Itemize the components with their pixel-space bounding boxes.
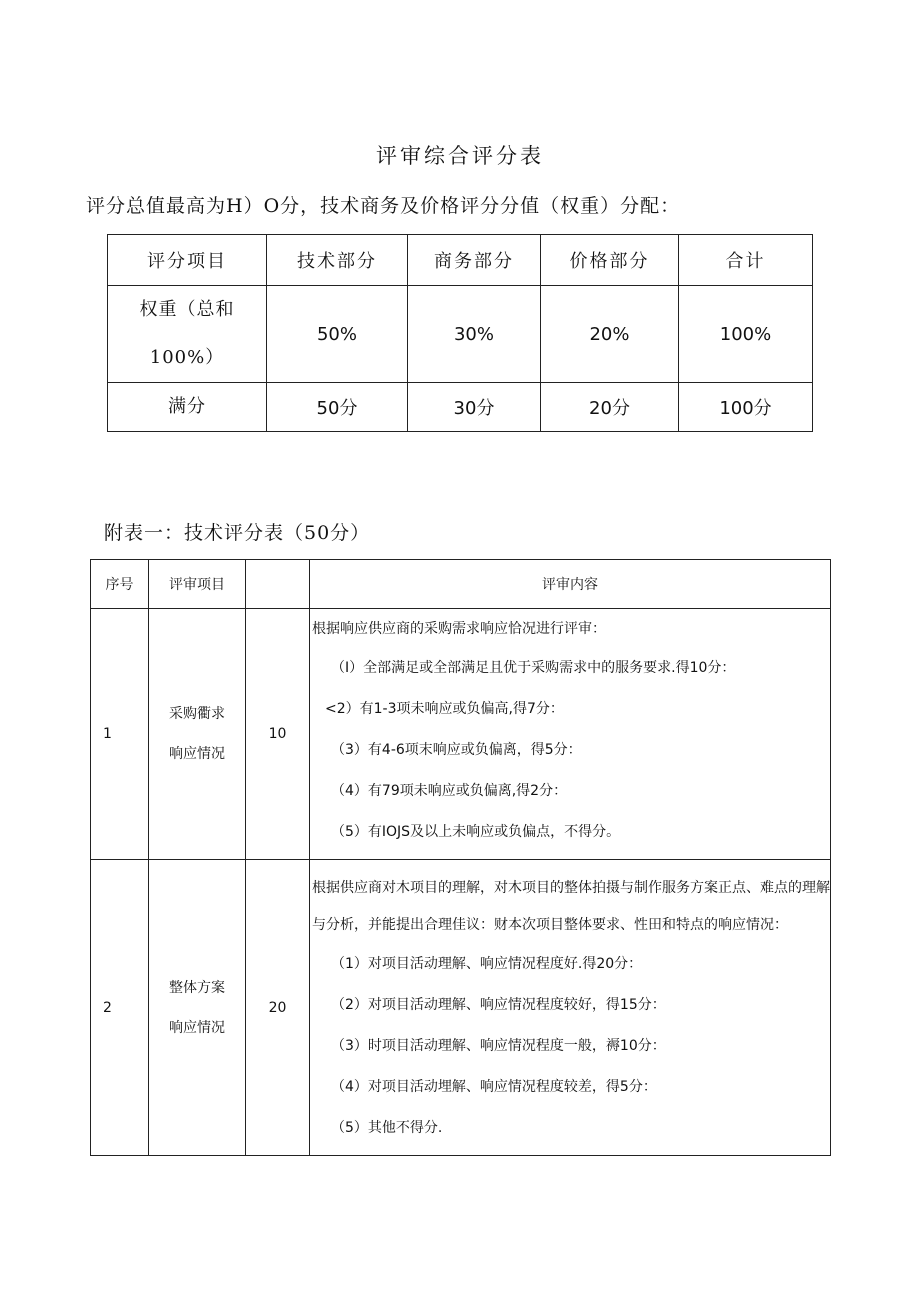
weight-label-line2: 100%） bbox=[149, 347, 225, 368]
full-tech: 50分 bbox=[267, 383, 408, 432]
weight-total: 100% bbox=[679, 286, 813, 383]
summary-full-row bbox=[108, 383, 813, 432]
weight-label-line1: 权重（总和 bbox=[139, 299, 235, 320]
row-point: （3）有4-6项末响应或负偏离，得5分： bbox=[331, 742, 582, 758]
row-point: <2）有1-3项未响应或负偏高,得7分： bbox=[325, 701, 564, 717]
row-content bbox=[310, 609, 831, 860]
row-point: （4）对项目活动埋解、响应情况程度较差，得5分： bbox=[331, 1079, 657, 1095]
row-item bbox=[149, 860, 246, 1156]
summary-header-total: 合计 bbox=[679, 235, 813, 286]
row-lead: 根据响应供应商的采购需求响应恰况进行评审： bbox=[312, 621, 606, 637]
row-score: 10 bbox=[246, 609, 310, 860]
row-point: （5）其他不得分. bbox=[331, 1120, 443, 1136]
tech-header-no: 序号 bbox=[91, 560, 149, 609]
row-lead: 根据供应商对木项目的理解，对木项目的整体拍摄与制作服务方案正点、难点的理解与分析，并能提出合理佳议：财本次项目整体要求、性田和特点的响应情况： bbox=[312, 880, 830, 933]
tech-header-row bbox=[91, 560, 831, 609]
table-row bbox=[91, 609, 831, 860]
appendix-title: 附表一：技术评分表（50分） bbox=[104, 522, 371, 544]
row-point: （4）有79项未响应或负偏离,得2分： bbox=[331, 783, 568, 799]
row-content bbox=[310, 860, 831, 1156]
tech-header-content: 评审内容 bbox=[310, 560, 831, 609]
tech-header-score bbox=[246, 560, 310, 609]
weight-label bbox=[108, 286, 267, 383]
row-item bbox=[149, 609, 246, 860]
full-business: 30分 bbox=[408, 383, 541, 432]
row-point: （I）全部满足或全部满足且优于采购需求中的服务要求.得10分： bbox=[331, 660, 736, 676]
row-item-line1: 整体方案 bbox=[169, 979, 225, 996]
summary-header-tech: 技术部分 bbox=[267, 235, 408, 286]
row-point: （3）时项目活动理解、响应情况程度一般，褥10分： bbox=[331, 1038, 666, 1054]
row-point: （5）有IOJS及以上未响应或负偏点，不得分。 bbox=[331, 824, 621, 840]
summary-weight-row bbox=[108, 286, 813, 383]
row-item-line2: 响应情况 bbox=[169, 1019, 225, 1036]
row-number: 2 bbox=[91, 860, 149, 1156]
intro-text: 评分总值最高为H）O分，技术商务及价格评分分值（权重）分配： bbox=[86, 195, 681, 217]
summary-header-row bbox=[108, 235, 813, 286]
full-price: 20分 bbox=[541, 383, 679, 432]
summary-header-business: 商务部分 bbox=[408, 235, 541, 286]
weight-business: 30% bbox=[408, 286, 541, 383]
row-point: （2）对项目活动理解、响应情况程度较好，得15分： bbox=[331, 997, 666, 1013]
tech-header-item: 评审项目 bbox=[149, 560, 246, 609]
weight-tech: 50% bbox=[267, 286, 408, 383]
summary-table bbox=[107, 234, 813, 432]
page-title: 评审综合评分表 bbox=[376, 144, 544, 168]
tech-score-table bbox=[90, 559, 831, 1156]
summary-header-price: 价格部分 bbox=[541, 235, 679, 286]
summary-header-item: 评分项目 bbox=[108, 235, 267, 286]
row-score: 20 bbox=[246, 860, 310, 1156]
table-row bbox=[91, 860, 831, 1156]
row-item-line2: 响应情况 bbox=[169, 746, 225, 762]
row-point: （1）对项目活动理解、响应情况程度好.得20分： bbox=[331, 956, 643, 972]
full-total: 100分 bbox=[679, 383, 813, 432]
weight-price: 20% bbox=[541, 286, 679, 383]
row-item-line1: 采购衢求 bbox=[169, 706, 225, 722]
full-label: 满分 bbox=[108, 383, 267, 432]
row-number: 1 bbox=[91, 609, 149, 860]
